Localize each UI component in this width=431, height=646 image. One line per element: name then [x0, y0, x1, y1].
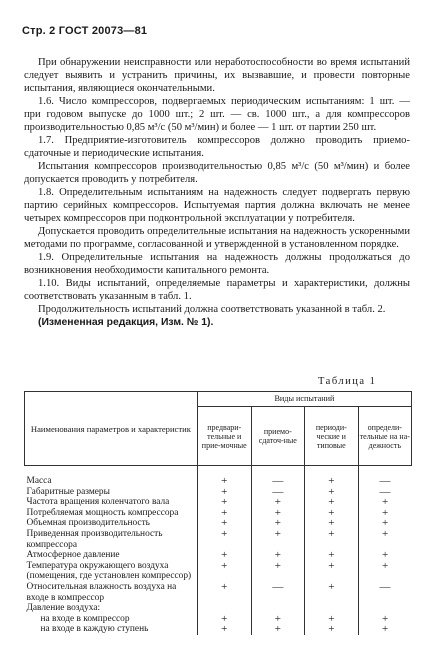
mark-cell: — — [251, 476, 304, 487]
row-name: Объемная производительность — [26, 518, 150, 529]
mark-cell: + — [197, 497, 251, 508]
mark-cell: + — [197, 614, 251, 625]
mark-cell: + — [197, 582, 251, 603]
table-row — [25, 497, 412, 508]
mark-cell: + — [305, 582, 359, 603]
mark-cell: + — [197, 624, 251, 635]
paragraph: Испытания компрессоров производительностью 0,85 м³/с (50 м³/мин) и более допускается проводить у потребителя. — [24, 161, 410, 185]
mark-cell: — — [358, 582, 411, 603]
column-header: приемо-сдаточ-ные — [251, 407, 304, 466]
column-header: предвари-тельные и прие-мочные — [197, 407, 251, 466]
column-header: определи-тельные на на-дежность — [358, 407, 411, 466]
mark-cell: + — [251, 561, 304, 582]
table-row — [25, 624, 412, 635]
mark-cell: + — [358, 508, 411, 519]
mark-cell: + — [305, 476, 359, 487]
mark-cell: + — [358, 614, 411, 625]
paragraph: При обнаружении неисправности или неработоспособности во время испытаний следует выявить и устранить причины, их вызвавшие, и провести повторные испытания, являющиеся окончательными. — [24, 57, 410, 94]
mark-cell: + — [251, 624, 304, 635]
mark-cell: + — [358, 518, 411, 529]
mark-cell: + — [251, 614, 304, 625]
table-row — [25, 529, 412, 550]
mark-cell: + — [197, 518, 251, 529]
mark-cell: + — [251, 497, 304, 508]
tests-table — [24, 391, 412, 635]
mark-cell: — — [251, 487, 304, 498]
mark-cell: + — [305, 624, 359, 635]
mark-cell: — — [358, 487, 411, 498]
mark-cell: + — [358, 561, 411, 582]
amendment-note: (Измененная редакция, Изм. № 1). — [38, 317, 214, 328]
mark-cell: + — [197, 529, 251, 550]
mark-cell: + — [305, 561, 359, 582]
mark-cell: + — [358, 550, 411, 561]
row-name: Относительная влажность воздуха на входе в компрессор — [26, 581, 177, 603]
table-row — [25, 561, 412, 582]
mark-cell: + — [251, 508, 304, 519]
table-row — [25, 508, 412, 519]
paragraph: Допускается проводить определительные испытания на надежность ускоренными методами по программе, согласованной и утвержденной в установленном порядке. — [24, 226, 410, 250]
column-header: периоди-ческие и типовые — [305, 407, 359, 466]
table-caption: Таблица 1 — [318, 376, 377, 387]
table-row — [25, 476, 412, 487]
mark-cell: + — [251, 518, 304, 529]
body-text — [24, 56, 410, 329]
row-name: Давление воздуха: — [26, 603, 101, 614]
row-name: Потребляемая мощность компрессора — [26, 507, 179, 518]
mark-cell: — — [358, 476, 411, 487]
mark-cell: + — [251, 529, 304, 550]
mark-cell: — — [251, 582, 304, 603]
group-header: Виды испытаний — [197, 392, 411, 407]
row-name: Габаритные размеры — [26, 486, 110, 497]
table-row — [25, 518, 412, 529]
paragraph: 1.8. Определительным испытаниям на надежность следует подвергать первую партию серийных компрессоров. Испытуемая партия должна включать не менее четырех компрессоров при подконтрольной эксплуатации у потребителя. — [24, 187, 410, 224]
paragraph: 1.9. Определительные испытания на надежность должны продолжаться до возникновения необходимости капитального ремонта. — [24, 252, 410, 276]
row-name: Масса — [26, 476, 52, 486]
mark-cell: + — [305, 550, 359, 561]
mark-cell: + — [197, 561, 251, 582]
mark-cell: + — [251, 550, 304, 561]
table-row — [25, 582, 412, 603]
mark-cell: + — [305, 529, 359, 550]
mark-cell: + — [305, 518, 359, 529]
paragraph: 1.7. Предприятие-изготовитель компрессоров должно проводить приемо-сдаточные и периодические испытания. — [24, 135, 410, 159]
row-name: Температура окружающего воздуха (помещения, где установлен компрессор) — [26, 560, 192, 582]
row-name: на входе в каждую ступень — [40, 624, 149, 635]
page-header: Стр. 2 ГОСТ 20073—81 — [22, 25, 148, 37]
mark-cell: + — [305, 497, 359, 508]
paragraph: 1.6. Число компрессоров, подвергаемых периодическим испытаниям: 1 шт. — при годовом выпуске до 1000 шт.; 2 шт. — св. 1000 шт., а для компрессоров производительностью 0,85 м³/с (50 м³/мин) и более — 1 шт. от партии 250 шт. — [24, 96, 410, 133]
mark-cell: + — [305, 508, 359, 519]
mark-cell: + — [358, 624, 411, 635]
paragraph: 1.10. Виды испытаний, определяемые параметры и характеристики, должны соответствовать указанным в табл. 1. — [24, 278, 410, 302]
column-header-name: Наименования параметров и характеристик — [25, 392, 198, 466]
table-row — [25, 487, 412, 498]
mark-cell: + — [305, 614, 359, 625]
table-row — [25, 550, 412, 561]
mark-cell: + — [358, 497, 411, 508]
mark-cell: + — [305, 487, 359, 498]
mark-cell: + — [197, 476, 251, 487]
paragraph: Продолжительность испытаний должна соответствовать указанной в табл. 2. — [38, 304, 386, 315]
row-name: Атмосферное давление — [26, 550, 120, 561]
table-row — [25, 614, 412, 625]
row-name: Частота вращения коленчатого вала — [26, 497, 170, 508]
mark-cell: + — [197, 487, 251, 498]
mark-cell: + — [358, 529, 411, 550]
mark-cell: + — [197, 508, 251, 519]
mark-cell: + — [197, 550, 251, 561]
row-name: на входе в компрессор — [40, 613, 130, 624]
table-row — [25, 603, 412, 614]
row-name: Приведенная производительность компрессора — [26, 528, 163, 550]
